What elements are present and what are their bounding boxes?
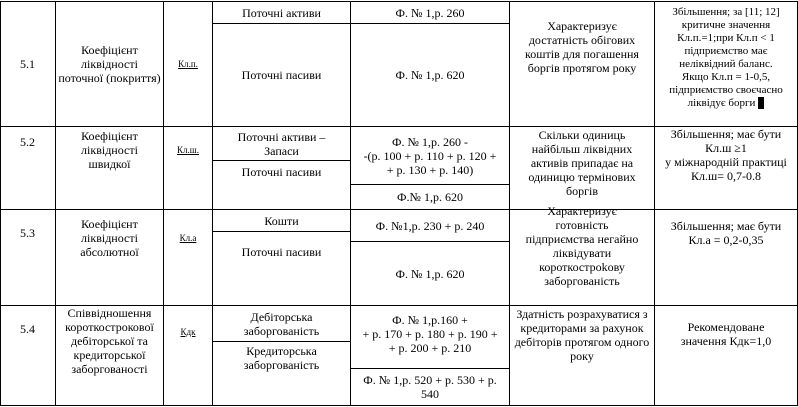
ratio-norm: Збільшення; за [11; 12] критичне значення Кл.п.=1;при Кл.п < 1 підприємство має неліквідний баланс. Якщо Кл.п = 1-0,5, підприємство своєчасно ліквідує борги <box>669 6 783 109</box>
row-number: 5.2 <box>20 134 35 149</box>
source-top: Ф. № 1,р. 260 - -(р. 100 + р. 110 + р. 120 + + р. 130 + р. 140) <box>363 134 497 177</box>
item-top: Кошти <box>264 213 299 228</box>
ratio-name: Коефіцієнт ліквідності поточної (покриття) <box>58 43 161 85</box>
row-number: 5.3 <box>20 225 35 240</box>
source-top: Ф. № 1,р.160 + + р. 170 + р. 180 + р. 190 + + р. 200 + р. 210 <box>362 313 498 355</box>
ratio-description: Характеризує достатність обігових коштів для погашення боргів протягом року <box>525 19 639 75</box>
ratio-name: Коефіцієнт ліквідності абсолютної <box>80 217 139 259</box>
ratio-name: Коефіцієнт ліквідності швидкої <box>81 128 138 171</box>
ratio-norm: Збільшення; має бути Кл.ш ≥1 у міжнародній практиці Кл.ш= 0,7-0.8 <box>665 127 787 183</box>
ratio-description: Характеризує готовність підприємства негайно ліквідувати короткостроkову заборгованість <box>525 204 639 288</box>
item-bottom: Кредиторська заборгованість <box>243 344 320 372</box>
row-number: 5.1 <box>20 56 35 71</box>
ratio-symbol: Кдк <box>180 327 196 337</box>
source-bottom: Ф. № 1,р. 620 <box>395 266 465 281</box>
source-bottom: Ф. № 1,р. 620 <box>395 68 465 82</box>
item-top: Поточні активи – Запаси <box>237 129 326 158</box>
ratio-norm: Рекомендоване значення Кдк=1,0 <box>680 320 772 348</box>
ratio-norm: Збільшення; має бути Кл.а = 0,2-0,35 <box>670 219 782 247</box>
source-bottom: Ф.№ 1,р. 620 <box>397 190 463 204</box>
item-top: Поточні активи <box>242 5 321 20</box>
item-bottom: Поточні пасиви <box>241 245 322 259</box>
item-bottom: Поточні пасиви <box>241 165 322 179</box>
ratio-symbol: Кл.ш. <box>177 144 199 155</box>
row-number: 5.4 <box>20 321 35 336</box>
ratio-description: Скільки одиниць найбільш ліквідних активів припадає на одиницю термінових боргів <box>528 128 636 198</box>
source-top: Ф. №1,р. 230 + р. 240 <box>375 218 485 233</box>
item-top: Дебіторська заборгованість <box>243 309 320 338</box>
source-bottom: Ф. № 1,р. 520 + р. 530 + р. 540 <box>363 373 497 401</box>
source-top: Ф. № 1,р. 260 <box>395 5 465 20</box>
black-mark-icon <box>758 97 764 109</box>
ratio-symbol: Кл.а <box>179 233 197 243</box>
item-bottom: Поточні пасиви <box>241 68 322 82</box>
ratio-symbol: Кл.п. <box>178 59 198 69</box>
ratio-description: Здатність розрахуватися з кредиторами за рахунок дебіторів протягом одного року <box>514 307 650 363</box>
ratio-name: Співвідношення короткострокової дебіторської та кредиторської заборгованості <box>65 306 154 376</box>
